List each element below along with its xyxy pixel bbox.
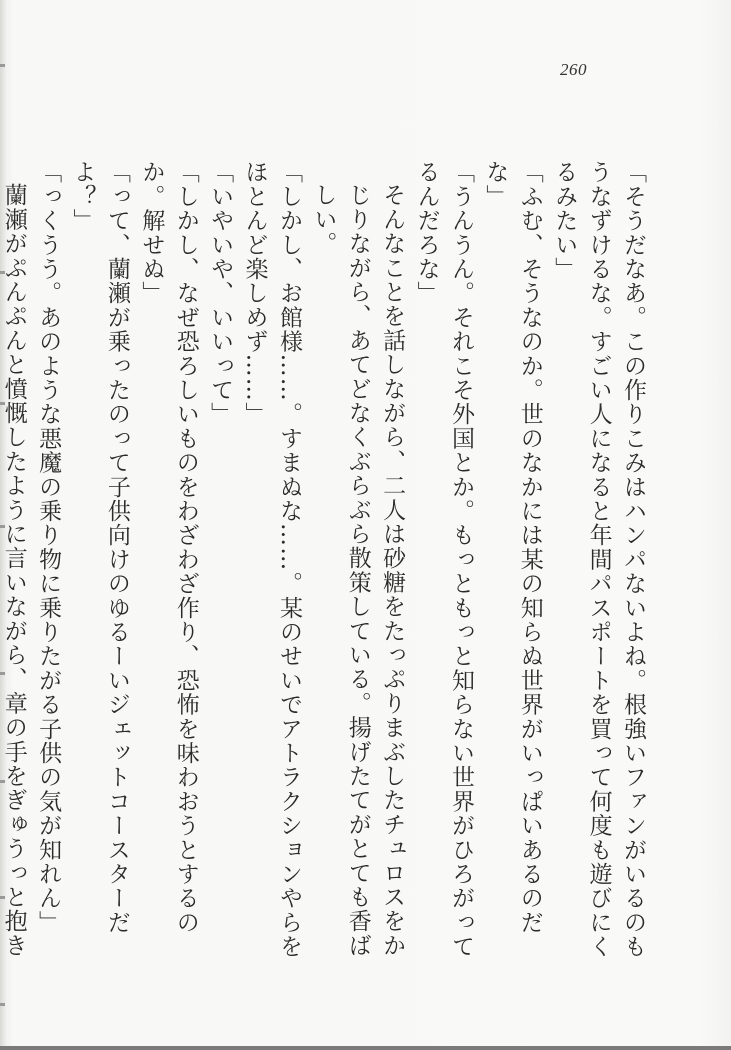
paragraph: 「ふむ、そうなのか。世のなかには某の知らぬ世界がいっぱいあるのだな」 — [482, 160, 543, 935]
paragraph: 「しかし、なぜ恐ろしいものをわざわざ作り、恐怖を味わおうとするのか。解せぬ」 — [138, 160, 199, 935]
paragraph: 「っくうう。あのような悪魔の乗り物に乗りたがる子供の気が知れん」 — [35, 160, 62, 935]
vertical-text-body — [0, 160, 650, 960]
paragraph: そんなことを話しながら、二人は砂糖をたっぷりまぶしたチュロスをかじりながら、あてどなくぶらぶら散策している。揚げたてがとても香ばしい。 — [310, 183, 406, 958]
page-number: 260 — [560, 60, 587, 79]
paragraph: 「そうだなあ。この作りこみはハンパないよね。根強いファンがいるのもうなずけるな。すごい人になると年間パスポートを買って何度も遊びにくるみたい」 — [551, 160, 646, 959]
binding-mark — [0, 1003, 5, 1006]
paragraph: 「いやいや、いいって」 — [207, 160, 234, 427]
paragraph: 「うんうん。それこそ外国とか。もっともっと知らない世界がひろがってるんだろな」 — [413, 160, 474, 959]
page-bottom-edge — [0, 1046, 731, 1050]
paragraph: 「しかし、お館様……。すまぬな……。某のせいでアトラクションやらをほとんど楽しめず……」 — [241, 160, 302, 959]
binding-mark — [0, 64, 5, 67]
paragraph: 蘭瀬がぷんぷんと憤慨したように言いながら、章の手をぎゅうっと抱き — [0, 183, 27, 958]
paragraph: 「って、蘭瀬が乗ったのって子供向けのゆるーいジェットコースターだよ？」 — [69, 160, 130, 935]
